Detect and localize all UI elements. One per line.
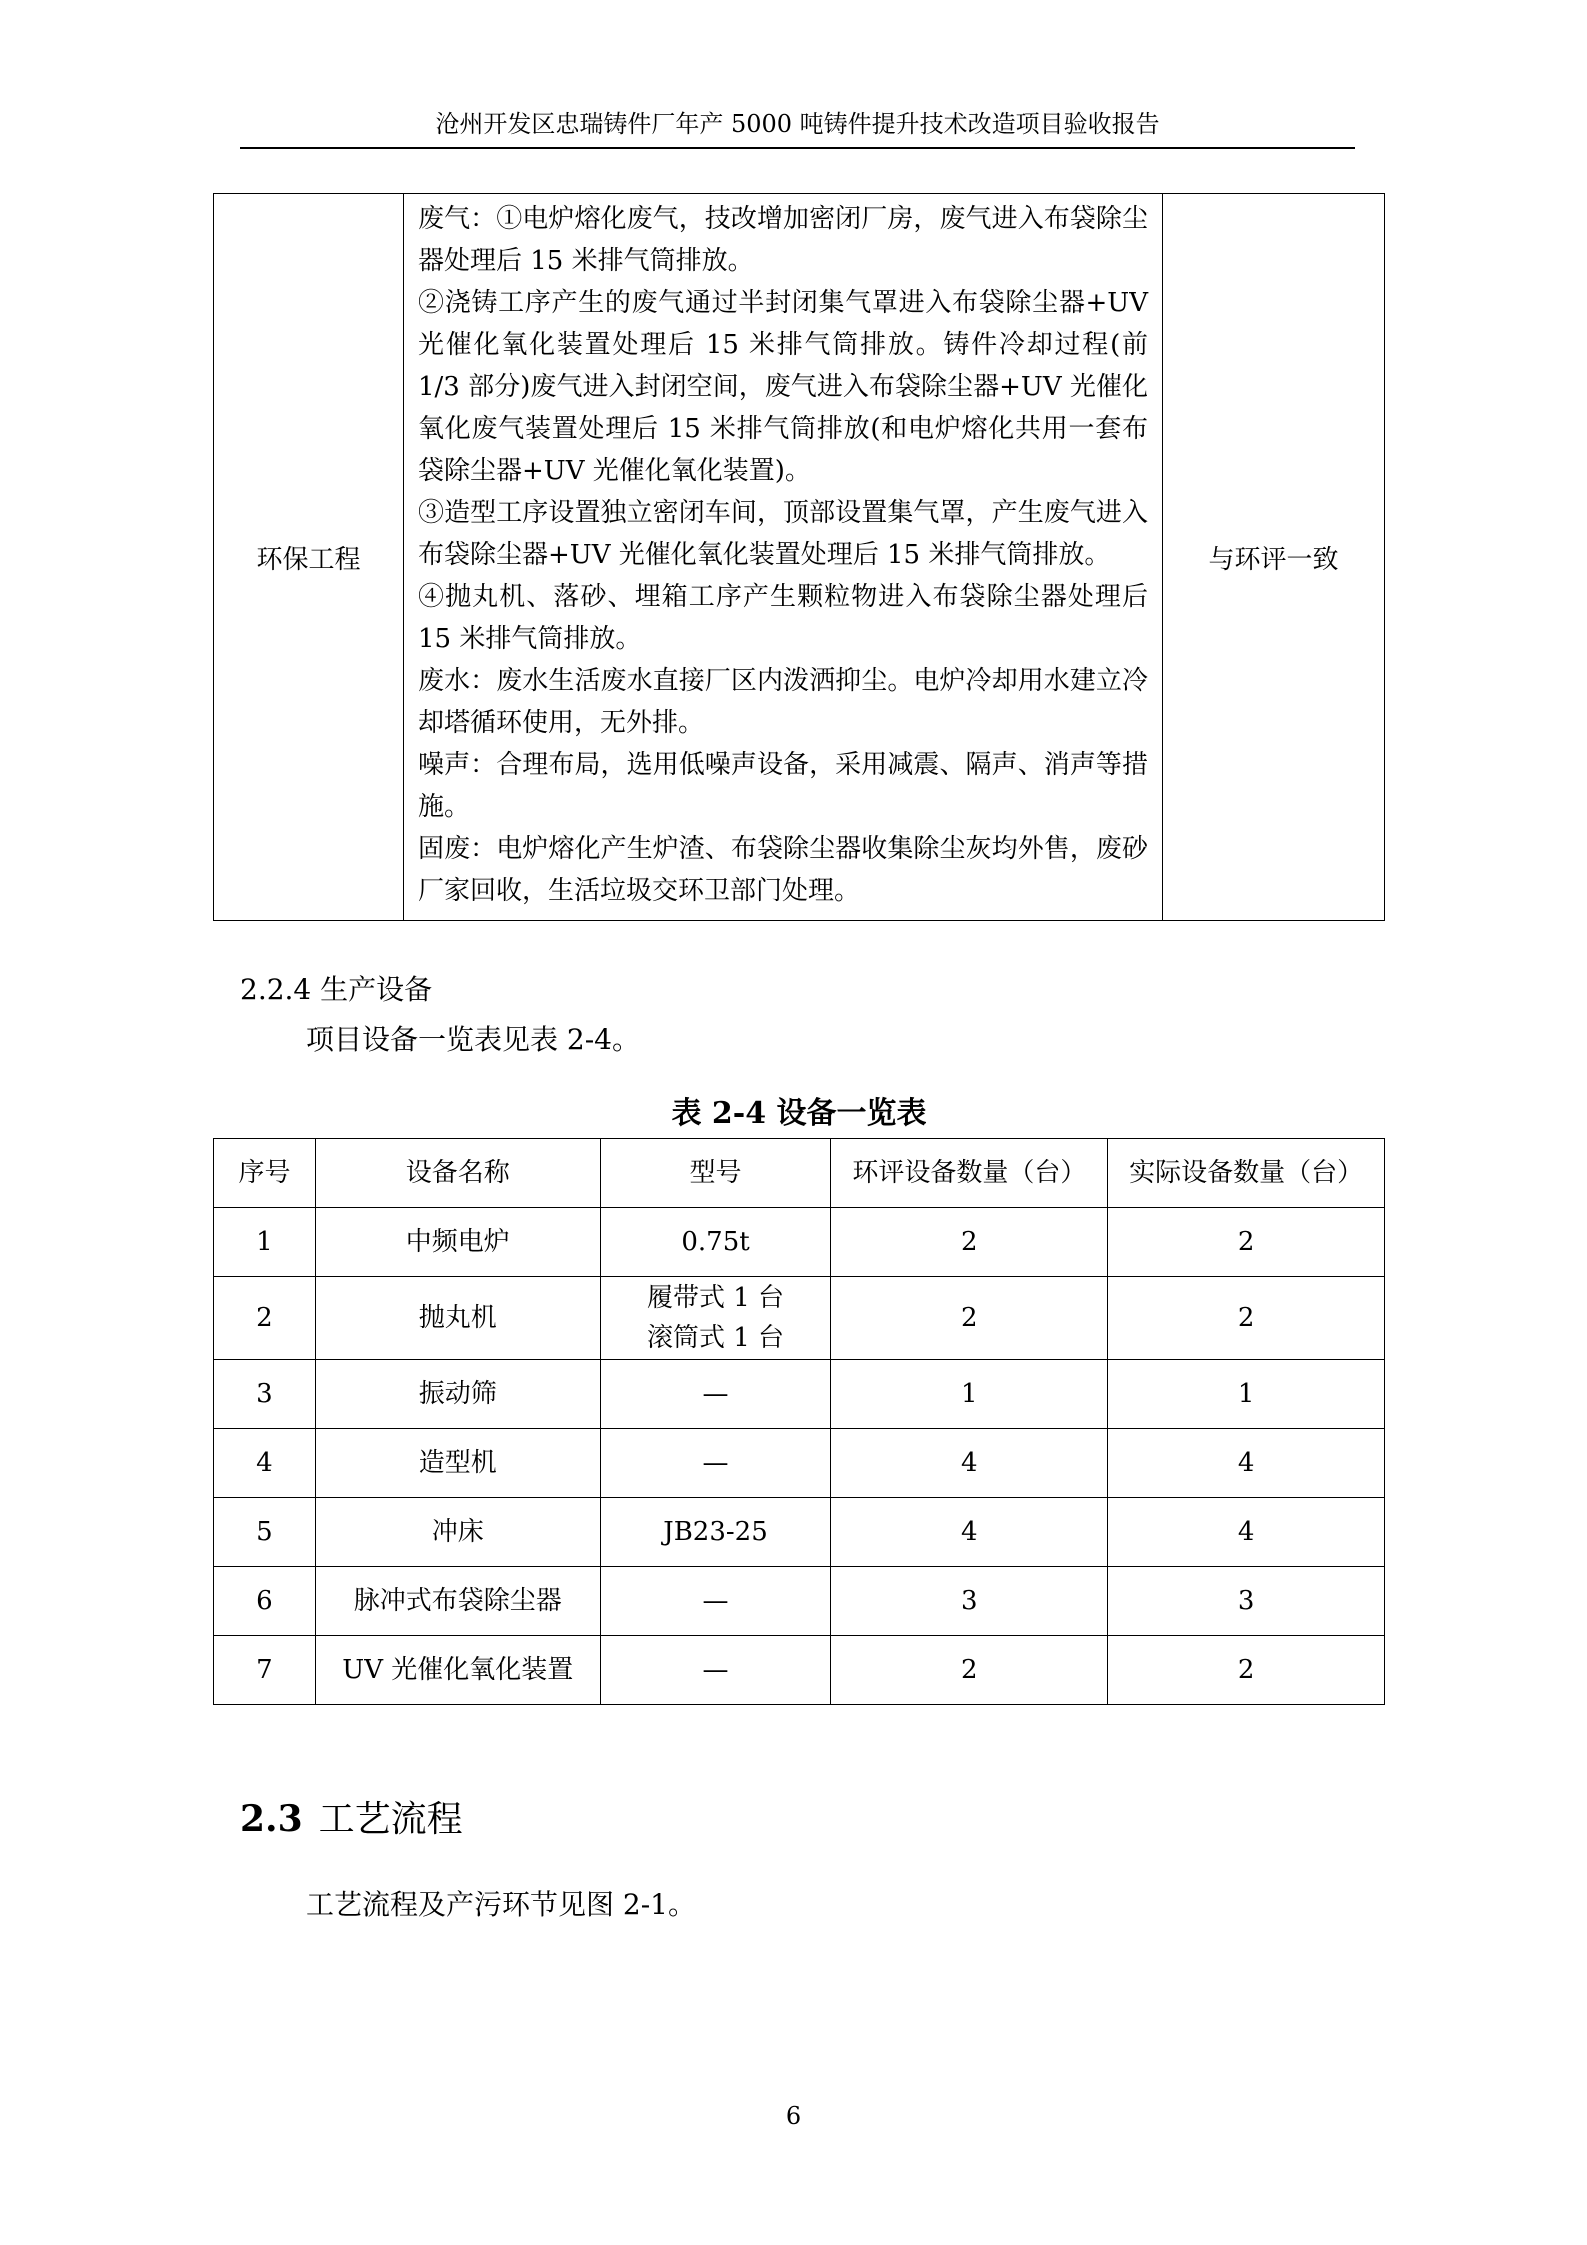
table-row (214, 1277, 1385, 1360)
page-header-title: 沧州开发区忠瑞铸件厂年产 5000 吨铸件提升技术改造项目验收报告 (435, 110, 1160, 138)
table-cell: 4 (1108, 1429, 1385, 1498)
table-cell: 1 (214, 1208, 316, 1277)
table-cell: 中频电炉 (315, 1208, 600, 1277)
table-cell: 2 (831, 1277, 1108, 1360)
table-row (214, 1208, 1385, 1277)
page-number: 6 (785, 2102, 802, 2130)
table-cell: 5 (214, 1498, 316, 1567)
env-paragraph: ②浇铸工序产生的废气通过半封闭集气罩进入布袋除尘器+UV 光催化氧化装置处理后 15 米排气筒排放。铸件冷却过程(前 1/3 部分)废气进入封闭空间，废气进入布袋除尘器+UV 光催化氧化废气装置处理后 15 米排气筒排放(和电炉熔化共用一套布袋除尘器+UV 光催化氧化装置)。 (418, 288, 1148, 486)
section-heading-2-2-4: 2.2.4 生产设备 (240, 973, 433, 1006)
table-cell: 7 (214, 1636, 316, 1705)
model-line: 履带式 1 台 (646, 1283, 785, 1313)
section-title-text: 工艺流程 (318, 1799, 463, 1840)
table-cell: UV 光催化氧化装置 (315, 1636, 600, 1705)
table-cell: 2 (1108, 1636, 1385, 1705)
table-cell: — (600, 1636, 831, 1705)
table-cell: 3 (1108, 1567, 1385, 1636)
env-paragraph: ③造型工序设置独立密闭车间，顶部设置集气罩，产生废气进入布袋除尘器+UV 光催化氧化装置处理后 15 米排气筒排放。 (418, 498, 1148, 570)
table-cell: 1 (831, 1360, 1108, 1429)
table-cell: 振动筛 (315, 1360, 600, 1429)
table-cell: 4 (1108, 1498, 1385, 1567)
table-cell: 0.75t (600, 1208, 831, 1277)
table-cell: 抛丸机 (315, 1277, 600, 1360)
equipment-table (213, 1138, 1385, 1705)
section-number: 2.3 (240, 1798, 303, 1840)
env-protection-table (213, 193, 1385, 921)
env-content-cell (404, 194, 1163, 921)
table-cell: 冲床 (315, 1498, 600, 1567)
table-cell: — (600, 1429, 831, 1498)
env-remark-cell: 与环评一致 (1163, 194, 1385, 921)
table-cell: 2 (831, 1208, 1108, 1277)
table-cell: 6 (214, 1567, 316, 1636)
section-intro-paragraph: 工艺流程及产污环节见图 2-1。 (306, 1888, 696, 1921)
section-heading-2-3 (240, 1795, 463, 1844)
table-row (214, 1429, 1385, 1498)
table-cell: 2 (1108, 1277, 1385, 1360)
header-rule (240, 147, 1355, 149)
table-cell: 4 (831, 1498, 1108, 1567)
column-header: 环评设备数量（台） (831, 1139, 1108, 1208)
table-row (214, 194, 1385, 921)
env-label-cell: 环保工程 (214, 194, 404, 921)
section-intro-paragraph: 项目设备一览表见表 2-4。 (306, 1023, 640, 1056)
table-row (214, 1498, 1385, 1567)
table-cell: JB23-25 (600, 1498, 831, 1567)
table-cell-model (600, 1277, 831, 1360)
table-cell: 1 (1108, 1360, 1385, 1429)
table-cell: 3 (214, 1360, 316, 1429)
table-cell: 4 (831, 1429, 1108, 1498)
env-paragraph: 固废：电炉熔化产生炉渣、布袋除尘器收集除尘灰均外售，废砂厂家回收，生活垃圾交环卫部门处理。 (418, 834, 1148, 906)
table-cell: 2 (831, 1636, 1108, 1705)
table-cell: 脉冲式布袋除尘器 (315, 1567, 600, 1636)
column-header: 序号 (214, 1139, 316, 1208)
env-paragraph: 噪声：合理布局，选用低噪声设备，采用减震、隔声、消声等措施。 (418, 750, 1148, 822)
env-paragraph: 废气：①电炉熔化废气，技改增加密闭厂房，废气进入布袋除尘器处理后 15 米排气筒排放。 (418, 204, 1148, 276)
table-cell: 2 (214, 1277, 316, 1360)
table-cell: 造型机 (315, 1429, 600, 1498)
table-cell: 4 (214, 1429, 316, 1498)
table-header-row (214, 1139, 1385, 1208)
table-row (214, 1636, 1385, 1705)
env-paragraph: ④抛丸机、落砂、埋箱工序产生颗粒物进入布袋除尘器处理后 15 米排气筒排放。 (418, 582, 1148, 654)
column-header: 型号 (600, 1139, 831, 1208)
table-cell: — (600, 1567, 831, 1636)
table-row (214, 1360, 1385, 1429)
table-cell: 2 (1108, 1208, 1385, 1277)
column-header: 实际设备数量（台） (1108, 1139, 1385, 1208)
table-caption: 表 2-4 设备一览表 (671, 1096, 927, 1131)
table-row (214, 1567, 1385, 1636)
model-line: 滚筒式 1 台 (646, 1323, 785, 1353)
env-paragraph: 废水：废水生活废水直接厂区内泼洒抑尘。电炉冷却用水建立冷却塔循环使用，无外排。 (418, 666, 1148, 738)
table-cell: — (600, 1360, 831, 1429)
table-cell: 3 (831, 1567, 1108, 1636)
column-header: 设备名称 (315, 1139, 600, 1208)
